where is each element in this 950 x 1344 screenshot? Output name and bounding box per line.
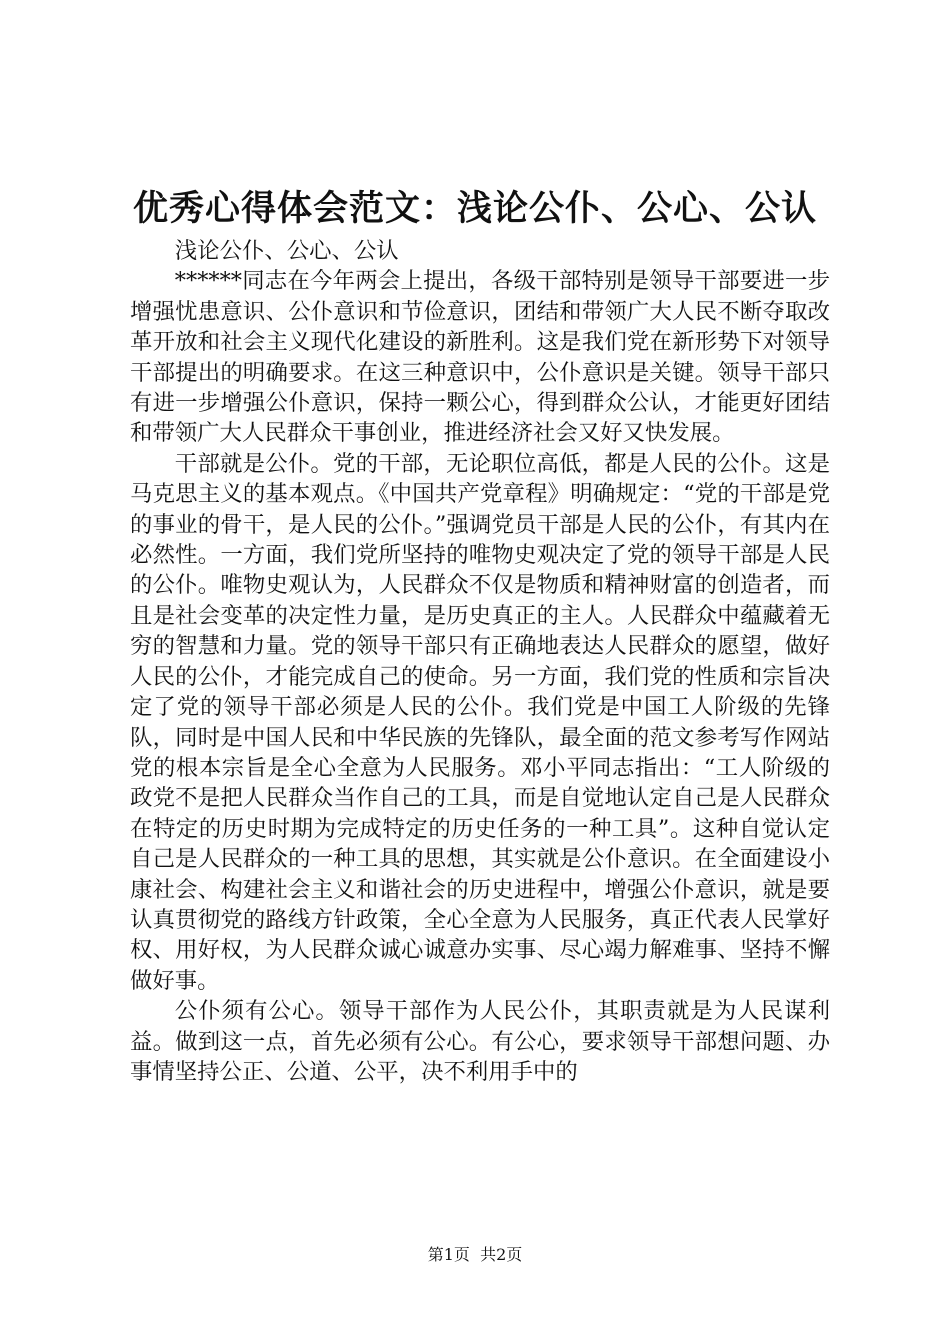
- page-number-footer: 第1页 共2页: [427, 1245, 523, 1264]
- body-paragraph: 公仆须有公心。领导干部作为人民公仆，其职责就是为人民谋利益。做到这一点，首先必须有公心。有公心，要求领导干部想问题、办事情坚持公正、公道、公平，决不利用手中的: [130, 998, 830, 1085]
- document-body: [130, 236, 830, 1087]
- body-paragraph: 干部就是公仆。党的干部，无论职位高低，都是人民的公仆。这是马克思主义的基本观点。《中国共产党章程》明确规定：“党的干部是党的事业的骨干，是人民的公仆。”强调党员干部是人民的公仆，有其内在必然性。一方面，我们党所坚持的唯物史观决定了党的领导干部是人民的公仆。唯物史观认为，人民群众不仅是物质和精神财富的创造者，而且是社会变革的决定性力量，是历史真正的主人。人民群众中蕴藏着无穷的智慧和力量。党的领导干部只有正确地表达人民群众的愿望，做好人民的公仆，才能完成自己的使命。另一方面，我们党的性质和宗旨决定了党的领导干部必须是人民的公仆。我们党是中国工人阶级的先锋队，同时是中国人民和中华民族的先锋队，最全面的范文参考写作网站党的根本宗旨是全心全意为人民服务。邓小平同志指出：“工人阶级的政党不是把人民群众当作自己的工具，而是自觉地认定自己是人民群众在特定的历史时期为完成特定的历史任务的一种工具”。这种自觉认定自己是人民群众的一种工具的思想，其实就是公仆意识。在全面建设小康社会、构建社会主义和谐社会的历史进程中，增强公仆意识，就是要认真贯彻党的路线方针政策，全心全意为人民服务，真正代表人民掌好权、用好权，为人民群众诚心诚意办实事、尽心竭力解难事、坚持不懈做好事。: [130, 450, 830, 994]
- document-title: 优秀心得体会范文：浅论公仆、公心、公认: [132, 188, 817, 229]
- subtitle-paragraph: 浅论公仆、公心、公认: [174, 238, 399, 264]
- body-paragraph: ******同志在今年两会上提出，各级干部特别是领导干部要进一步增强忧患意识、公仆意识和节俭意识，团结和带领广大人民不断夺取改革开放和社会主义现代化建设的新胜利。这是我们党在新形势下对领导干部提出的明确要求。在这三种意识中，公仆意识是关键。领导干部只有进一步增强公仆意识，保持一颗公心，得到群众公认，才能更好团结和带领广大人民群众干事创业，推进经济社会又好又快发展。: [130, 268, 830, 447]
